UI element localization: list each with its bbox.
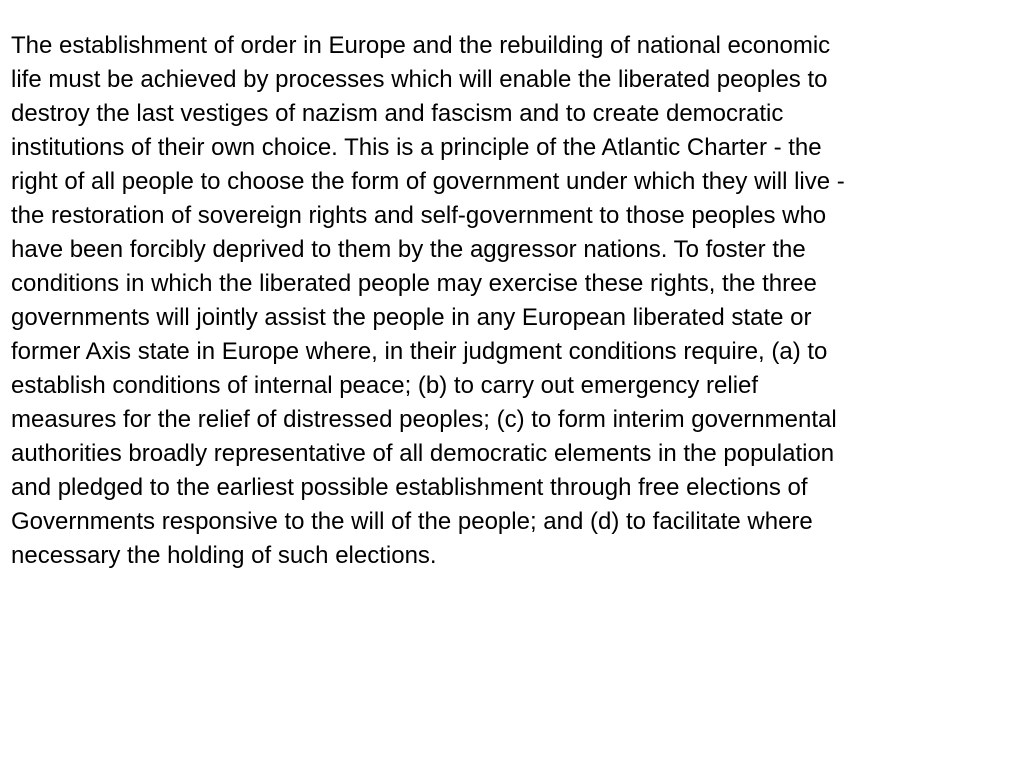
paragraph-line: The establishment of order in Europe and the rebuilding of national economic: [11, 32, 831, 59]
paragraph-line: and pledged to the earliest possible establishment through free elections of: [11, 474, 808, 501]
paragraph-line: necessary the holding of such elections.: [11, 542, 437, 569]
paragraph-line: institutions of their own choice. This is a principle of the Atlantic Charter - the: [11, 134, 822, 161]
paragraph-line: right of all people to choose the form of government under which they will live -: [11, 168, 845, 195]
paragraph-line: measures for the relief of distressed peoples; (c) to form interim governmental: [11, 406, 837, 433]
paragraph-line: governments will jointly assist the people in any European liberated state or: [11, 304, 812, 331]
paragraph-line: former Axis state in Europe where, in their judgment conditions require, (a) to: [11, 338, 828, 365]
paragraph-line: conditions in which the liberated people may exercise these rights, the three: [11, 270, 817, 297]
paragraph-line: Governments responsive to the will of the people; and (d) to facilitate where: [11, 508, 813, 535]
paragraph-line: the restoration of sovereign rights and self-government to those peoples who: [11, 202, 827, 229]
paragraph-line: authorities broadly representative of all democratic elements in the population: [11, 440, 835, 467]
paragraph-line: establish conditions of internal peace; (b) to carry out emergency relief: [11, 372, 759, 399]
paragraph-line: have been forcibly deprived to them by the aggressor nations. To foster the: [11, 236, 806, 263]
body-paragraph: [11, 29, 1013, 573]
paragraph-line: life must be achieved by processes which will enable the liberated peoples to: [11, 66, 828, 93]
paragraph-line: destroy the last vestiges of nazism and fascism and to create democratic: [11, 100, 784, 127]
